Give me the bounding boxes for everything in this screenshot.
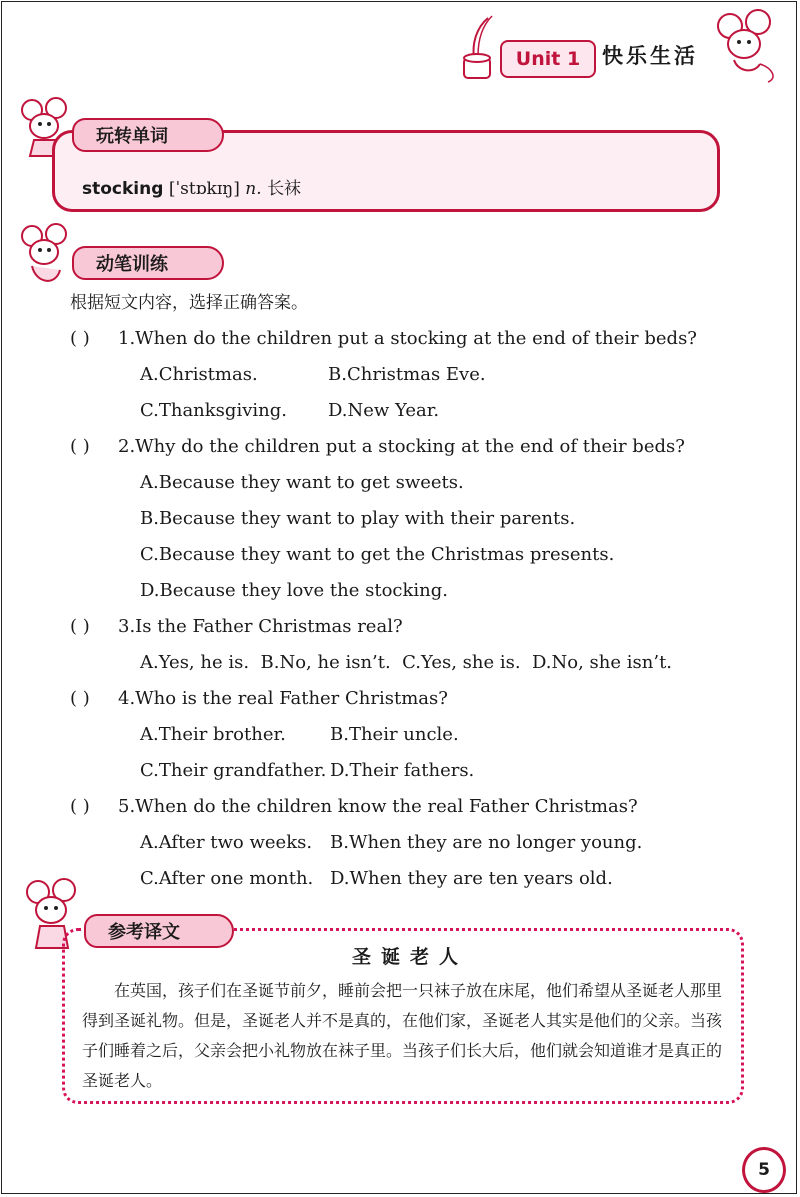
question-text: 5.When do the children know the real Father Christmas? [118, 796, 638, 817]
question-text: 2.Why do the children put a stocking at the end of their beds? [118, 436, 685, 457]
option: D.New Year. [328, 400, 440, 421]
translation-title: 圣诞老人 [351, 946, 468, 968]
answer-blank[interactable]: ( ) [70, 328, 90, 349]
option: A.Christmas. [140, 364, 258, 385]
option: B.Because they want to play with their parents. [140, 508, 576, 529]
option: C.Their grandfather. [140, 760, 327, 781]
question-4 [70, 688, 448, 709]
mouse-mascot-icon [708, 8, 788, 86]
question-3 [70, 616, 403, 637]
tab-vocab: 玩转单词 [72, 118, 224, 152]
option: B.When they are no longer young. [330, 832, 643, 853]
unit-title: 快乐生活 [602, 44, 698, 68]
question-2 [70, 436, 685, 457]
vocab-entry [82, 174, 301, 199]
option: A.Their brother. [140, 724, 286, 745]
instruction-text: 根据短文内容，选择正确答案。 [70, 293, 308, 313]
answer-blank[interactable]: ( ) [70, 688, 90, 709]
translation-body: 在英国，孩子们在圣诞节前夕，睡前会把一只袜子放在床尾，他们希望从圣诞老人那里得到圣诞礼物。但是，圣诞老人并不是真的，在他们家，圣诞老人其实是他们的父亲。当孩子们睡着之后，父亲会把小礼物放在袜子里。当孩子们长大后，他们就会知道谁才是真正的圣诞老人。 [82, 981, 723, 1090]
option: D.Because they love the stocking. [140, 580, 449, 601]
option: D.Their fathers. [330, 760, 475, 781]
option: C.Because they want to get the Christmas presents. [140, 544, 615, 565]
tab-practice: 动笔训练 [72, 246, 224, 280]
page-number: 5 [742, 1147, 786, 1193]
option: A.After two weeks. [140, 832, 313, 853]
question-text: 4.Who is the real Father Christmas? [118, 688, 448, 709]
option: B.Christmas Eve. [328, 364, 486, 385]
vocab-phonetic: [ˈstɒkɪŋ] [168, 179, 240, 199]
answer-blank[interactable]: ( ) [70, 436, 90, 457]
ink-scroll-icon [458, 14, 498, 84]
vocab-meaning: 长袜 [267, 179, 302, 199]
tab-translation: 参考译文 [84, 914, 234, 948]
option: A.Because they want to get sweets. [140, 472, 464, 493]
question-1 [70, 328, 697, 349]
option: C.After one month. [140, 868, 314, 889]
vocab-pos: n. [245, 179, 262, 199]
answer-blank[interactable]: ( ) [70, 796, 90, 817]
question-text: 3.Is the Father Christmas real? [118, 616, 403, 637]
option: A.Yes, he is. B.No, he isn’t. C.Yes, she is. D.No, she isn’t. [140, 652, 673, 673]
unit-badge: Unit 1 [500, 40, 596, 78]
vocab-word: stocking [82, 179, 164, 199]
option: C.Thanksgiving. [140, 400, 287, 421]
question-text: 1.When do the children put a stocking at the end of their beds? [118, 328, 697, 349]
question-5 [70, 796, 638, 817]
option: B.Their uncle. [330, 724, 459, 745]
answer-blank[interactable]: ( ) [70, 616, 90, 637]
option: D.When they are ten years old. [330, 868, 613, 889]
